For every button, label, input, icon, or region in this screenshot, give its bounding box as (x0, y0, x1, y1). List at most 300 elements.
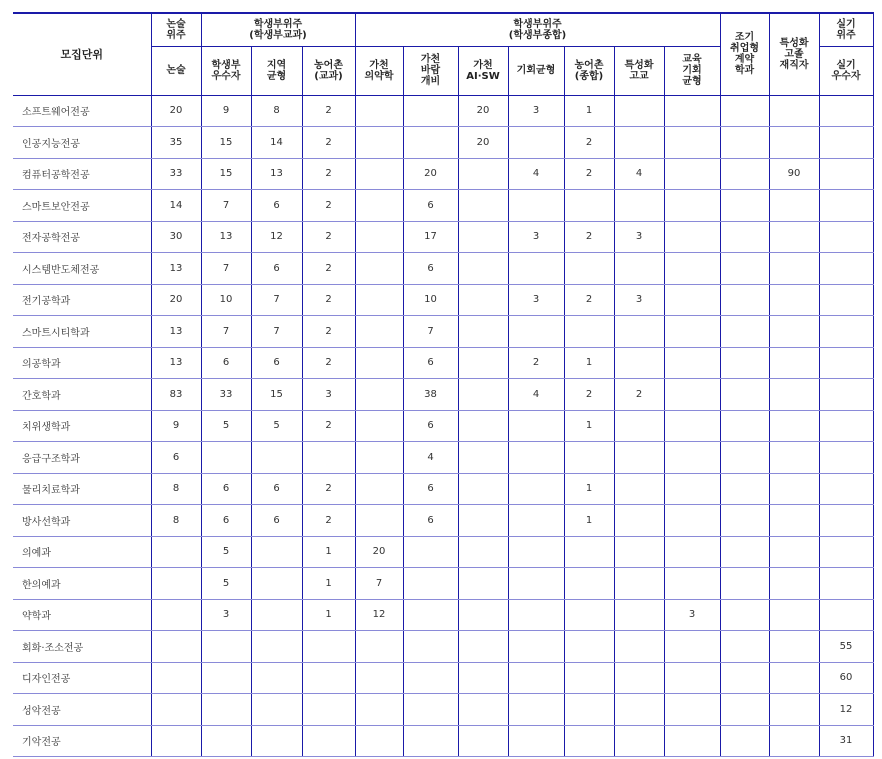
quota-cell (302, 725, 355, 757)
quota-cell (769, 190, 819, 222)
quota-cell (564, 190, 614, 222)
quota-cell: 7 (251, 284, 302, 316)
quota-cell: 35 (151, 127, 201, 159)
quota-cell (819, 127, 873, 159)
quota-cell (251, 568, 302, 600)
quota-cell (355, 694, 403, 726)
quota-cell: 6 (403, 190, 458, 222)
unit-name-cell: 성악전공 (13, 694, 151, 726)
quota-cell (355, 725, 403, 757)
quota-cell (251, 599, 302, 631)
quota-cell (664, 347, 720, 379)
quota-cell (614, 127, 664, 159)
table-row (13, 725, 873, 757)
quota-cell: 4 (508, 158, 564, 190)
quota-cell (201, 694, 251, 726)
table-row (13, 662, 873, 694)
quota-cell (355, 284, 403, 316)
quota-cell (201, 662, 251, 694)
table-row (13, 410, 873, 442)
quota-cell (720, 694, 769, 726)
quota-cell (458, 410, 508, 442)
quota-cell: 15 (201, 127, 251, 159)
quota-cell: 2 (302, 190, 355, 222)
quota-cell: 6 (151, 442, 201, 474)
quota-cell: 20 (403, 158, 458, 190)
quota-cell (614, 568, 664, 600)
quota-cell (720, 536, 769, 568)
quota-cell (508, 599, 564, 631)
quota-cell: 2 (302, 473, 355, 505)
quota-cell (458, 284, 508, 316)
table-row (13, 127, 873, 159)
quota-cell: 33 (151, 158, 201, 190)
quota-cell (720, 316, 769, 348)
quota-cell (458, 568, 508, 600)
table-row (13, 568, 873, 600)
quota-cell: 10 (403, 284, 458, 316)
quota-cell: 13 (201, 221, 251, 253)
table-row (13, 158, 873, 190)
quota-cell (614, 347, 664, 379)
col-header-early-employment: 조기 취업형 계약 학과 (720, 13, 769, 95)
quota-cell: 15 (251, 379, 302, 411)
quota-cell: 2 (302, 95, 355, 127)
unit-name-cell: 스마트시티학과 (13, 316, 151, 348)
quota-cell (508, 253, 564, 285)
quota-cell (664, 95, 720, 127)
quota-cell (720, 725, 769, 757)
quota-cell (664, 631, 720, 663)
table-row (13, 631, 873, 663)
quota-cell: 1 (302, 568, 355, 600)
table-row (13, 505, 873, 537)
table-row (13, 694, 873, 726)
quota-cell (564, 694, 614, 726)
table-row (13, 599, 873, 631)
quota-cell: 3 (201, 599, 251, 631)
quota-cell (403, 127, 458, 159)
quota-cell (664, 410, 720, 442)
quota-cell: 7 (201, 316, 251, 348)
quota-cell: 6 (251, 347, 302, 379)
quota-cell (720, 158, 769, 190)
quota-cell (664, 379, 720, 411)
quota-cell (769, 725, 819, 757)
quota-cell: 3 (614, 221, 664, 253)
quota-cell (564, 442, 614, 474)
quota-cell: 6 (251, 253, 302, 285)
quota-cell: 1 (302, 599, 355, 631)
quota-cell: 2 (564, 221, 614, 253)
col-header-rural-subject: 농어촌 (교과) (302, 46, 355, 95)
quota-cell (664, 284, 720, 316)
unit-name-cell: 전기공학과 (13, 284, 151, 316)
table-row (13, 316, 873, 348)
quota-cell (403, 95, 458, 127)
quota-cell (614, 505, 664, 537)
quota-cell (769, 127, 819, 159)
quota-cell: 3 (302, 379, 355, 411)
quota-cell (564, 316, 614, 348)
quota-cell (355, 190, 403, 222)
quota-cell (664, 253, 720, 285)
quota-cell (769, 316, 819, 348)
quota-cell (458, 694, 508, 726)
quota-cell (458, 631, 508, 663)
quota-cell (355, 95, 403, 127)
quota-cell (403, 568, 458, 600)
col-header-specialized-hs: 특성화 고교 (614, 46, 664, 95)
quota-cell: 9 (151, 410, 201, 442)
quota-cell (302, 694, 355, 726)
quota-cell (664, 694, 720, 726)
quota-cell (508, 536, 564, 568)
quota-cell (664, 127, 720, 159)
col-group-essay: 논술 위주 (151, 13, 201, 46)
quota-cell (508, 694, 564, 726)
quota-cell (564, 536, 614, 568)
quota-cell (664, 221, 720, 253)
quota-cell (458, 190, 508, 222)
quota-cell: 2 (302, 347, 355, 379)
quota-cell (769, 379, 819, 411)
quota-cell: 1 (564, 95, 614, 127)
quota-cell (769, 253, 819, 285)
quota-cell (664, 662, 720, 694)
quota-cell (819, 158, 873, 190)
unit-name-cell: 간호학과 (13, 379, 151, 411)
quota-cell: 20 (458, 127, 508, 159)
unit-name-cell: 의공학과 (13, 347, 151, 379)
quota-cell: 10 (201, 284, 251, 316)
quota-cell: 20 (458, 95, 508, 127)
quota-cell (614, 190, 664, 222)
quota-cell: 2 (302, 410, 355, 442)
quota-cell: 6 (403, 347, 458, 379)
quota-cell (151, 599, 201, 631)
table-row (13, 253, 873, 285)
quota-cell (251, 536, 302, 568)
quota-cell (355, 631, 403, 663)
table-row (13, 473, 873, 505)
quota-cell (508, 316, 564, 348)
quota-cell: 4 (614, 158, 664, 190)
quota-cell (564, 631, 614, 663)
quota-cell (403, 662, 458, 694)
quota-cell (614, 725, 664, 757)
quota-cell (355, 127, 403, 159)
quota-cell (355, 662, 403, 694)
quota-cell: 4 (403, 442, 458, 474)
quota-cell: 2 (302, 284, 355, 316)
quota-cell: 15 (201, 158, 251, 190)
quota-cell: 4 (508, 379, 564, 411)
quota-cell: 3 (508, 95, 564, 127)
unit-name-cell: 디자인전공 (13, 662, 151, 694)
quota-cell: 12 (251, 221, 302, 253)
quota-cell: 14 (251, 127, 302, 159)
quota-cell: 5 (201, 410, 251, 442)
quota-cell (769, 631, 819, 663)
quota-cell: 1 (564, 347, 614, 379)
col-header-regional-balance: 지역 균형 (251, 46, 302, 95)
col-header-gachon-ai-sw: 가천 AI·SW (458, 46, 508, 95)
quota-cell (251, 725, 302, 757)
quota-cell (769, 442, 819, 474)
quota-cell: 2 (564, 284, 614, 316)
quota-cell (302, 442, 355, 474)
quota-cell (355, 316, 403, 348)
quota-cell: 6 (403, 253, 458, 285)
quota-cell (508, 473, 564, 505)
quota-cell (458, 473, 508, 505)
quota-cell (302, 631, 355, 663)
table-row (13, 221, 873, 253)
col-header-education-opportunity: 교육 기회 균형 (664, 46, 720, 95)
quota-cell (720, 347, 769, 379)
quota-cell: 5 (201, 536, 251, 568)
quota-cell (664, 158, 720, 190)
quota-cell (769, 347, 819, 379)
quota-cell (355, 473, 403, 505)
unit-name-cell: 물리치료학과 (13, 473, 151, 505)
quota-cell: 2 (302, 316, 355, 348)
quota-cell (819, 379, 873, 411)
quota-cell (403, 536, 458, 568)
quota-cell: 17 (403, 221, 458, 253)
quota-cell (664, 190, 720, 222)
quota-cell (720, 505, 769, 537)
quota-cell (769, 221, 819, 253)
unit-name-cell: 회화·조소전공 (13, 631, 151, 663)
quota-cell (251, 631, 302, 663)
quota-cell (458, 316, 508, 348)
quota-cell (664, 442, 720, 474)
quota-cell (403, 631, 458, 663)
quota-cell (508, 505, 564, 537)
quota-cell (201, 725, 251, 757)
quota-cell (614, 599, 664, 631)
quota-cell: 20 (355, 536, 403, 568)
quota-cell (251, 662, 302, 694)
quota-cell (403, 599, 458, 631)
quota-cell: 6 (251, 473, 302, 505)
quota-cell (819, 347, 873, 379)
quota-cell (720, 410, 769, 442)
quota-cell (769, 599, 819, 631)
quota-cell (151, 694, 201, 726)
quota-cell (458, 599, 508, 631)
quota-cell (201, 442, 251, 474)
quota-cell (302, 662, 355, 694)
quota-cell: 6 (201, 347, 251, 379)
quota-cell: 5 (201, 568, 251, 600)
quota-cell (819, 190, 873, 222)
col-header-specialized-hs-worker: 특성화 고졸 재직자 (769, 13, 819, 95)
quota-cell (508, 725, 564, 757)
quota-cell: 3 (508, 284, 564, 316)
quota-cell (720, 473, 769, 505)
quota-cell: 55 (819, 631, 873, 663)
quota-cell (508, 127, 564, 159)
quota-cell (769, 410, 819, 442)
quota-cell: 7 (201, 253, 251, 285)
quota-cell (769, 284, 819, 316)
quota-cell (664, 473, 720, 505)
quota-cell (819, 253, 873, 285)
quota-cell: 20 (151, 95, 201, 127)
unit-name-cell: 소프트웨어전공 (13, 95, 151, 127)
col-header-student-excellence: 학생부 우수자 (201, 46, 251, 95)
quota-cell (769, 95, 819, 127)
quota-cell (720, 127, 769, 159)
quota-cell (769, 662, 819, 694)
quota-cell (458, 725, 508, 757)
table-row (13, 536, 873, 568)
quota-cell: 6 (201, 505, 251, 537)
col-group-school-record-subject: 학생부위주 (학생부교과) (201, 13, 355, 46)
quota-cell (819, 442, 873, 474)
quota-cell: 60 (819, 662, 873, 694)
quota-cell: 13 (251, 158, 302, 190)
unit-name-cell: 약학과 (13, 599, 151, 631)
quota-cell (664, 568, 720, 600)
unit-name-cell: 기악전공 (13, 725, 151, 757)
unit-name-cell: 스마트보안전공 (13, 190, 151, 222)
quota-cell (614, 536, 664, 568)
quota-cell (614, 410, 664, 442)
quota-cell (355, 221, 403, 253)
quota-cell (720, 568, 769, 600)
quota-cell (251, 694, 302, 726)
quota-cell: 5 (251, 410, 302, 442)
table-row (13, 347, 873, 379)
quota-cell (720, 221, 769, 253)
quota-cell (508, 662, 564, 694)
quota-cell (458, 379, 508, 411)
unit-name-cell: 시스템반도체전공 (13, 253, 151, 285)
quota-cell: 3 (508, 221, 564, 253)
quota-cell: 20 (151, 284, 201, 316)
quota-cell (664, 505, 720, 537)
col-header-practical-excellence: 실기 우수자 (819, 46, 873, 95)
quota-cell (614, 316, 664, 348)
table-row (13, 190, 873, 222)
quota-cell (151, 662, 201, 694)
quota-cell (458, 158, 508, 190)
col-group-school-record-comprehensive: 학생부위주 (학생부종합) (355, 13, 720, 46)
quota-cell (720, 95, 769, 127)
quota-cell (151, 568, 201, 600)
quota-cell (720, 631, 769, 663)
quota-cell (403, 694, 458, 726)
quota-cell (769, 505, 819, 537)
quota-cell: 2 (302, 505, 355, 537)
quota-cell (664, 725, 720, 757)
quota-cell: 2 (564, 379, 614, 411)
unit-name-cell: 방사선학과 (13, 505, 151, 537)
col-header-unit: 모집단위 (13, 13, 151, 95)
quota-cell: 1 (564, 410, 614, 442)
quota-cell: 13 (151, 316, 201, 348)
unit-name-cell: 인공지능전공 (13, 127, 151, 159)
quota-cell: 6 (403, 505, 458, 537)
quota-cell (458, 221, 508, 253)
quota-cell (819, 284, 873, 316)
quota-cell (151, 725, 201, 757)
quota-cell: 7 (403, 316, 458, 348)
quota-cell (720, 190, 769, 222)
quota-cell (769, 473, 819, 505)
quota-cell (819, 316, 873, 348)
quota-cell: 2 (302, 127, 355, 159)
quota-cell (720, 599, 769, 631)
quota-cell: 12 (819, 694, 873, 726)
quota-cell: 83 (151, 379, 201, 411)
quota-cell (564, 725, 614, 757)
quota-cell (355, 253, 403, 285)
quota-cell (564, 253, 614, 285)
quota-cell (819, 221, 873, 253)
quota-cell: 8 (151, 473, 201, 505)
quota-cell (508, 442, 564, 474)
quota-cell (614, 631, 664, 663)
table-row (13, 284, 873, 316)
quota-cell (508, 410, 564, 442)
quota-cell: 13 (151, 347, 201, 379)
unit-name-cell: 한의예과 (13, 568, 151, 600)
table-row (13, 442, 873, 474)
quota-cell (720, 379, 769, 411)
quota-cell (355, 505, 403, 537)
quota-cell (458, 442, 508, 474)
table-row (13, 379, 873, 411)
quota-cell (819, 505, 873, 537)
quota-cell (355, 410, 403, 442)
quota-cell: 6 (403, 473, 458, 505)
quota-cell (201, 631, 251, 663)
quota-cell (769, 568, 819, 600)
quota-cell: 2 (508, 347, 564, 379)
col-header-rural-comprehensive: 농어촌 (종합) (564, 46, 614, 95)
quota-cell (564, 662, 614, 694)
quota-cell (614, 694, 664, 726)
quota-cell (819, 568, 873, 600)
col-header-gachon-medical: 가천 의약학 (355, 46, 403, 95)
quota-cell (614, 95, 664, 127)
quota-cell (819, 536, 873, 568)
quota-cell: 1 (564, 473, 614, 505)
quota-cell: 8 (151, 505, 201, 537)
col-header-opportunity-balance: 기회균형 (508, 46, 564, 95)
quota-cell (614, 662, 664, 694)
quota-cell (720, 442, 769, 474)
quota-cell (151, 631, 201, 663)
quota-cell (769, 536, 819, 568)
quota-cell (614, 253, 664, 285)
quota-cell: 8 (251, 95, 302, 127)
quota-cell: 7 (201, 190, 251, 222)
quota-cell (664, 536, 720, 568)
unit-name-cell: 의예과 (13, 536, 151, 568)
quota-cell (355, 442, 403, 474)
quota-cell: 2 (302, 253, 355, 285)
quota-cell (819, 473, 873, 505)
quota-cell: 30 (151, 221, 201, 253)
unit-name-cell: 응급구조학과 (13, 442, 151, 474)
quota-cell: 14 (151, 190, 201, 222)
